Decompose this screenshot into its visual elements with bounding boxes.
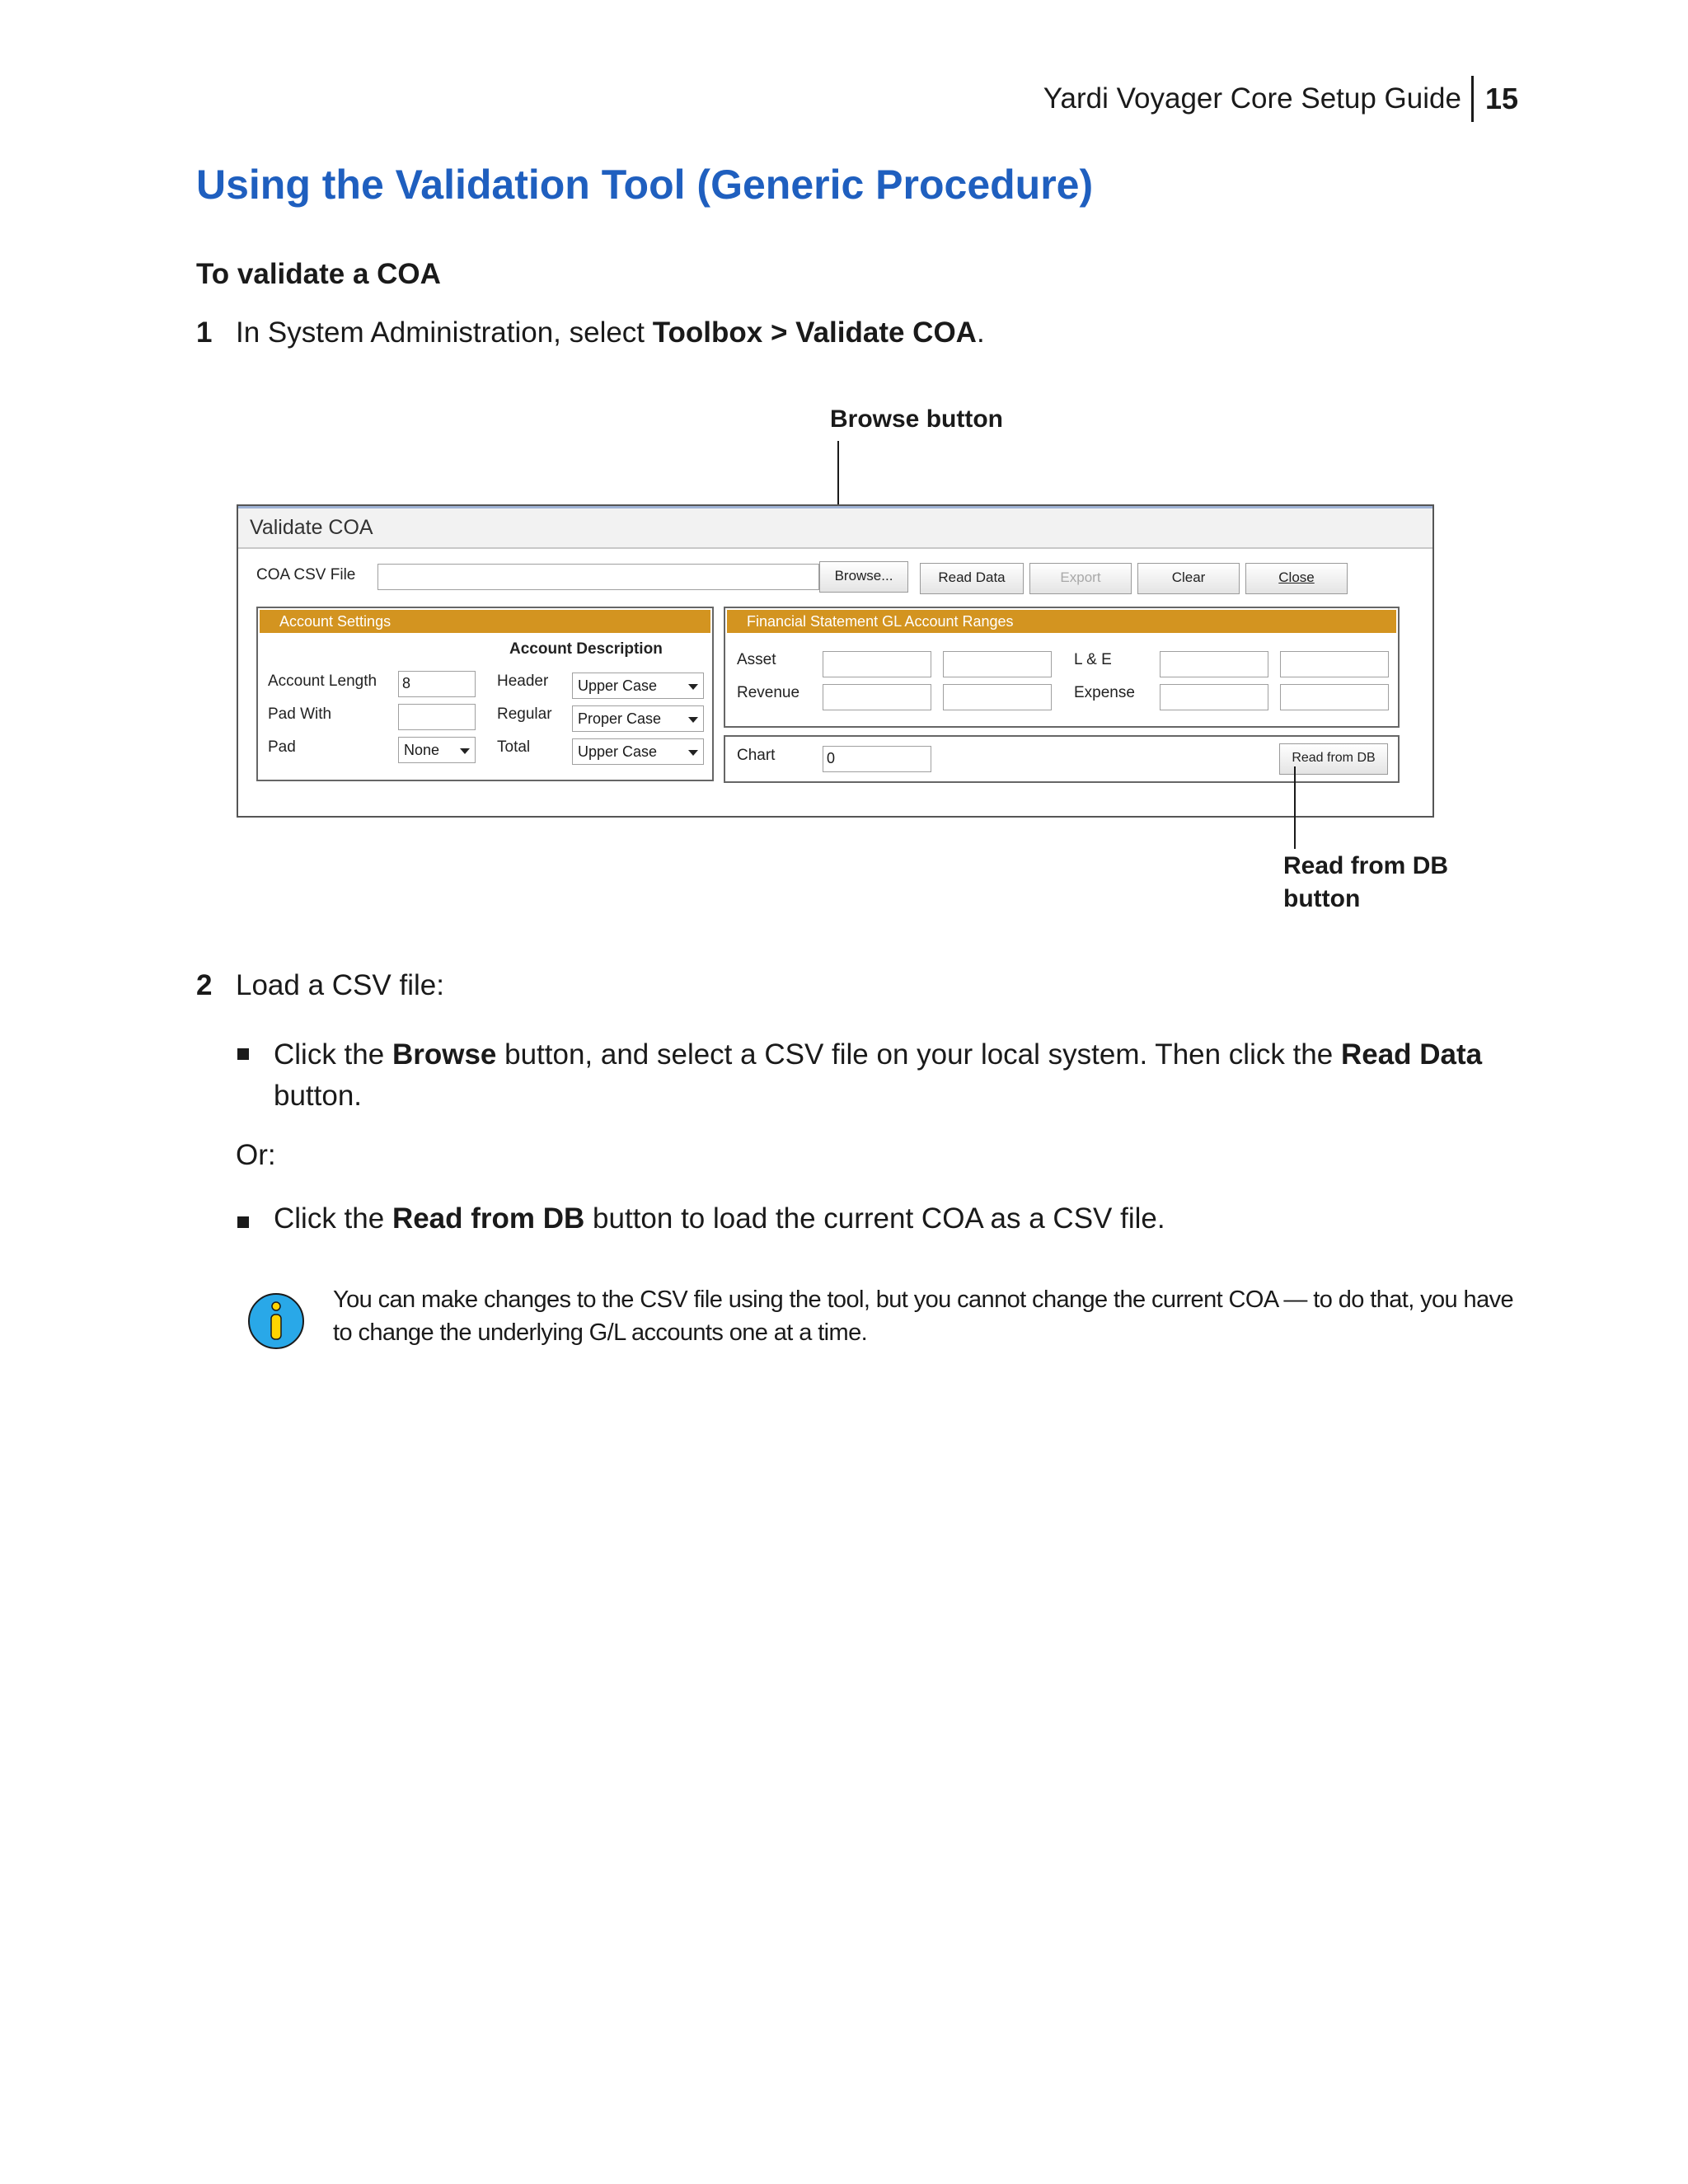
regular-case-value: Proper Case <box>578 710 662 727</box>
bullet-read-from-db <box>237 1202 1165 1235</box>
asset-label: Asset <box>737 651 776 668</box>
revenue-to-input[interactable] <box>943 684 1052 710</box>
revenue-from-input[interactable] <box>823 684 931 710</box>
chevron-down-icon <box>688 717 698 723</box>
account-length-label: Account Length <box>268 673 377 690</box>
window-title: Validate COA <box>238 506 1432 549</box>
read-data-ref: Read Data <box>1340 1038 1483 1071</box>
menu-separator: > <box>762 316 796 349</box>
fs-gl-ranges-panel <box>724 607 1400 728</box>
guide-title: Yardi Voyager Core Setup Guide <box>1043 82 1461 115</box>
account-settings-panel <box>256 607 714 781</box>
callout-read-db-label <box>1283 850 1448 916</box>
step-number: 1 <box>196 316 213 349</box>
bullet-text: button to load the current COA as a CSV file. <box>584 1202 1165 1235</box>
step-number: 2 <box>196 969 213 1001</box>
export-button[interactable]: Export <box>1029 563 1132 594</box>
coa-csv-file-label: COA CSV File <box>256 566 356 583</box>
note-text: You can make changes to the CSV file using the tool, but you cannot change the current COA — to do that, you have to change the underlying G/L accounts one at a time. <box>333 1286 1514 1346</box>
regular-label: Regular <box>497 705 552 723</box>
header-case-value: Upper Case <box>578 677 658 694</box>
asset-to-input[interactable] <box>943 651 1052 677</box>
clear-button[interactable]: Clear <box>1137 563 1240 594</box>
chart-input[interactable]: 0 <box>823 746 931 772</box>
page-title: Using the Validation Tool (Generic Procedure) <box>196 162 1094 208</box>
close-button[interactable]: Close <box>1245 563 1348 594</box>
header-divider <box>1471 76 1474 122</box>
step-suffix: . <box>976 316 985 349</box>
step-text: Load a CSV file: <box>236 969 444 1001</box>
step-2 <box>196 969 444 1002</box>
total-case-value: Upper Case <box>578 743 658 760</box>
pad-select[interactable] <box>398 737 476 763</box>
fs-gl-ranges-title: Financial Statement GL Account Ranges <box>727 610 1396 633</box>
pad-label: Pad <box>268 738 296 756</box>
expense-label: Expense <box>1074 684 1135 701</box>
chart-label: Chart <box>737 747 776 764</box>
chevron-down-icon <box>688 684 698 690</box>
bullet-square-icon <box>237 1048 249 1060</box>
pad-with-label: Pad With <box>268 705 332 723</box>
validate-coa-window <box>237 504 1434 818</box>
bullet-text: button, and select a CSV file on your local system. Then click the <box>496 1038 1341 1071</box>
total-case-select[interactable] <box>572 738 704 765</box>
bullet-text: button. <box>274 1080 363 1112</box>
read-from-db-button[interactable]: Read from DB <box>1279 743 1388 775</box>
callout-read-db-line <box>1294 766 1296 849</box>
page-number: 15 <box>1484 82 1518 115</box>
running-header <box>1043 76 1518 122</box>
bullet-browse <box>237 1034 1515 1117</box>
info-icon <box>247 1292 305 1350</box>
chevron-down-icon <box>688 750 698 756</box>
bullet-text: Click the <box>274 1202 392 1235</box>
account-settings-title: Account Settings <box>260 610 710 633</box>
header-case-select[interactable] <box>572 673 704 699</box>
callout-read-db-line2: button <box>1283 885 1361 912</box>
account-description-heading: Account Description <box>509 640 663 658</box>
pad-select-value: None <box>404 742 440 758</box>
regular-case-select[interactable] <box>572 705 704 732</box>
procedure-heading: To validate a COA <box>196 258 441 290</box>
browse-button[interactable]: Browse... <box>819 561 908 593</box>
expense-to-input[interactable] <box>1280 684 1389 710</box>
menu-validate-coa: Validate COA <box>795 316 977 349</box>
chart-panel <box>724 735 1400 783</box>
step-text: In System Administration, select <box>236 316 653 349</box>
expense-from-input[interactable] <box>1160 684 1268 710</box>
bullet-text: Click the <box>274 1038 392 1071</box>
le-to-input[interactable] <box>1280 651 1389 677</box>
bullet-square-icon <box>237 1216 249 1228</box>
header-label: Header <box>497 673 549 690</box>
total-label: Total <box>497 738 531 756</box>
le-from-input[interactable] <box>1160 651 1268 677</box>
or-text: Or: <box>236 1139 276 1171</box>
callout-read-db-line1: Read from DB <box>1283 852 1449 879</box>
callout-browse-label: Browse button <box>830 405 1003 433</box>
read-data-button[interactable]: Read Data <box>920 563 1024 594</box>
browse-ref: Browse <box>392 1038 497 1071</box>
menu-toolbox: Toolbox <box>652 316 763 349</box>
step-1 <box>196 316 985 349</box>
asset-from-input[interactable] <box>823 651 931 677</box>
read-from-db-ref: Read from DB <box>392 1202 585 1235</box>
coa-csv-file-input[interactable] <box>377 564 819 590</box>
account-length-input[interactable]: 8 <box>398 671 476 697</box>
le-label: L & E <box>1074 651 1112 668</box>
pad-with-input[interactable] <box>398 704 476 730</box>
chevron-down-icon <box>460 748 470 754</box>
revenue-label: Revenue <box>737 684 800 701</box>
